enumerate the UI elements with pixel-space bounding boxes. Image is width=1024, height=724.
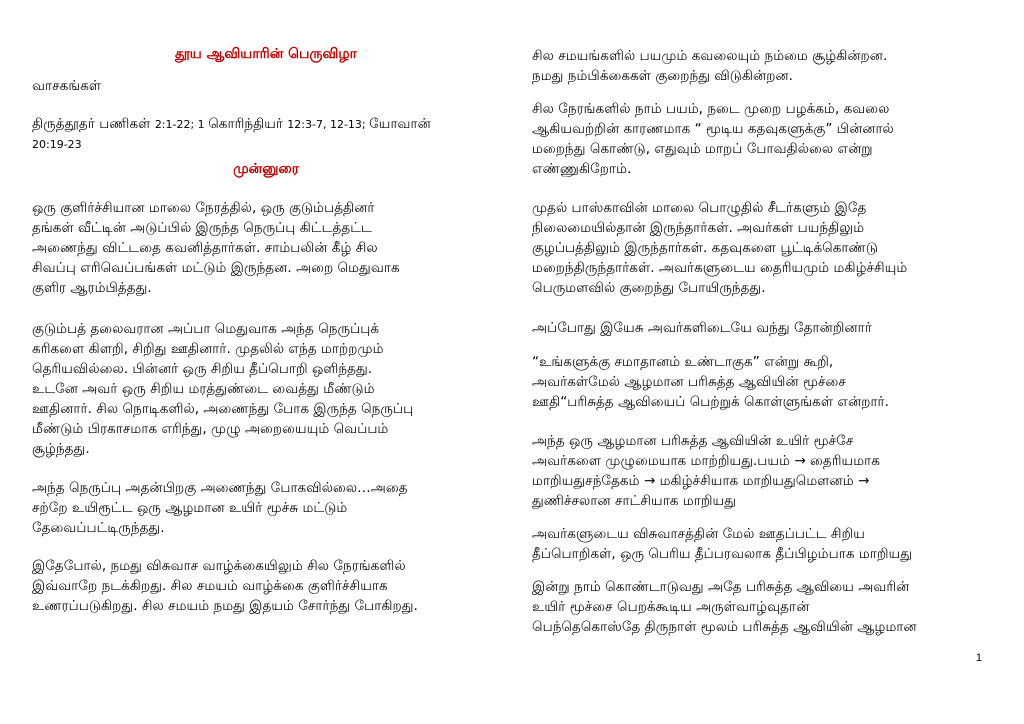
paragraph: அந்த நெருப்பு அதன்பிறகு அணைந்து போகவில்லை…அதை சற்றே உயிரூட்ட ஒரு ஆழமான உயிர் மூச்சு மட்டும் தேவைப்பட்டிருந்தது. — [32, 480, 408, 536]
paragraph: அப்போது இயேசு அவர்களிடையே வந்து தோன்றினார் — [532, 320, 872, 336]
paragraph: இதேபோல், நமது விசுவாச வாழ்க்கையிலும் சில நேரங்களில் இவ்வாறே நடக்கிறது. சில சமயம் வாழ்க்கை குளிர்ச்சியாக உணரப்படுகிறது. சில சமயம் நமது இதயம் சோர்ந்து போகிறது. — [32, 558, 418, 614]
paragraph: அந்த ஒரு ஆழமான பரிசுத்த ஆவியின் உயிர் மூச்சே அவர்களை முழுமையாக மாற்றியது.பயம் → தைரியமாக மாறியதுசந்தேகம் → மகிழ்ச்சியாக மாறியதுமௌனம் → துணிச்சலான சாட்சியாக மாறியது — [532, 433, 880, 509]
paragraph: சில நேரங்களில் நாம் பயம், நடை முறை பழக்கம், கவலை ஆகியவற்றின் காரணமாக “ மூடிய கதவுகளுக்கு” பின்னால் மறைந்து கொண்டு, எதுவும் மாறப் போவதில்லை என்று எண்ணுகிறோம். — [532, 101, 894, 177]
paragraph: குடும்பத் தலைவரான அப்பா மெதுவாக அந்த நெருப்புக் கரிகளை கிளறி, சிறிது ஊதினார். முதலில் எந்த மாற்றமும் தெரியவில்லை. பின்னர் ஒரு சிறிய தீப்பொறி ஒளிந்தது. உடனே அவர் ஒரு சிறிய மரத்துண்டை வைத்து மீண்டும் ஊதினார். சில நொடிகளில், அணைந்து போக இருந்த நெருப்பு மீண்டும் பிரகாசமாக எரிந்து, முழு அறையையும் வெப்பம் சூழ்ந்தது. — [32, 321, 414, 457]
paragraph: முதல் பாஸ்காவின் மாலை பொழுதில் சீடர்களும் இதே நிலைமையில்தான் இருந்தார்கள். அவர்கள் பயந்திலும் குழப்பத்திலும் இருந்தார்கள். கதவுகளை பூட்டிக்கொண்டு மறைந்திருந்தார்கள். அவர்களுடைய தைரியமும் மகிழ்ச்சியும் பெருமளவில் குறைந்து போயிருந்தது. — [532, 200, 908, 296]
paragraph: இன்று நாம் கொண்டாடுவது அதே பரிசுத்த ஆவியை அவரின் உயிர் மூச்சை பெறக்கூடிய அருள்வாழ்வுதான் பெந்தெகொஸ்தே திருநாள் மூலம் பரிசுத்த ஆவியின் ஆழமான — [532, 579, 917, 635]
paragraph: “உங்களுக்கு சமாதானம் உண்டாகுக” என்று கூறி, அவர்கள்மேல் ஆழமான பரிசுத்த ஆவியின் மூச்சை ஊதி“பரிசுத்த ஆவியைப் பெற்றுக் கொள்ளுங்கள் என்றார். — [532, 354, 889, 410]
page-number: 1 — [975, 652, 982, 664]
readings-label: வாசகங்கள் — [32, 78, 102, 94]
document-title: தூய ஆவியாரின் பெருவிழா — [175, 46, 357, 62]
readings-references: திருத்தூதர் பணிகள் 2:1-22; 1 கொரிந்தியர் 12:3-7, 12-13; யோவான் 20:19-23 — [32, 116, 431, 151]
paragraph: சில சமயங்களில் பயமும் கவலையும் நம்மை சூழ்கின்றன. நமது நம்பிக்கைகள் குறைந்து விடுகின்றன. — [532, 48, 888, 84]
paragraph: ஒரு குளிர்ச்சியான மாலை நேரத்தில், ஒரு குடும்பத்தினர் தங்கள் வீட்டின் அடுப்பில் இருந்த நெருப்பு கிட்டத்தட்ட அணைந்து விட்டதை கவனித்தார்கள். சாம்பலின் கீழ் சில சிவப்பு எரிவெப்பங்கள் மட்டும் இருந்தன. அறை மெதுவாக குளிர ஆரம்பித்தது. — [32, 200, 400, 296]
intro-heading: முன்னுரை — [233, 161, 299, 177]
paragraph: அவர்களுடைய விசுவாசத்தின் மேல் ஊதப்பட்ட சிறிய தீப்பொறிகள், ஒரு பெரிய தீப்பரவலாக தீப்பிழம்பாக மாறியது — [532, 526, 913, 562]
